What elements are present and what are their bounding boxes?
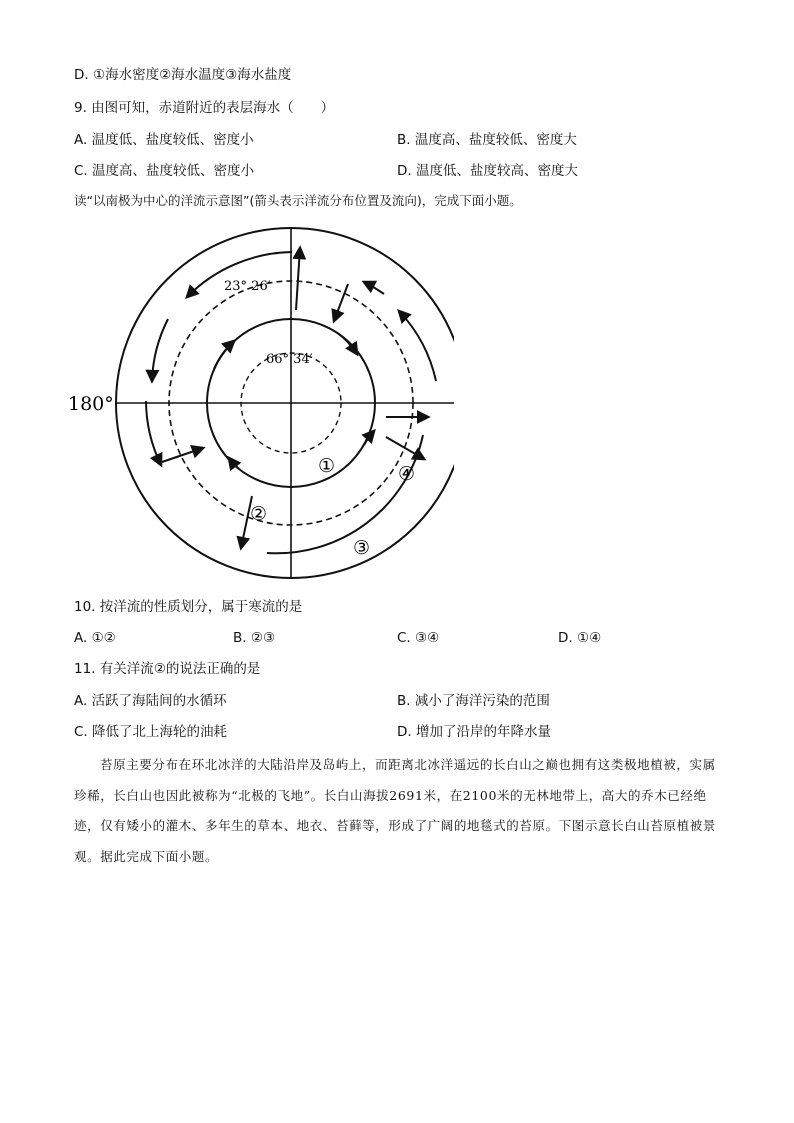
arc-left-lower bbox=[146, 401, 161, 465]
current-4-arrow bbox=[386, 437, 424, 459]
q10-option-b: B. ②③ bbox=[233, 630, 276, 646]
arc-right-upper bbox=[399, 311, 436, 381]
tundra-passage: 苔原主要分布在环北冰洋的大陆沿岸及岛屿上，而距离北冰洋遥远的长白山之巅也拥有这类极地植被，实属珍稀，长白山也因此被称为“北极的飞地”。长白山海拔2691米，在2100米的无林地带上，高大的乔木已经绝迹，仅有矮小的灌木、多年生的草本、地衣、苔藓等，形成了广阔的地毯式的苔原。下图示意长白山苔原植被景观。据此完成下面小题。 bbox=[74, 757, 716, 864]
q11-option-a: A. 活跃了海陆间的水循环 bbox=[74, 693, 227, 709]
q11-option-c: C. 降低了北上海轮的油耗 bbox=[74, 724, 228, 740]
q11-stem: 11. 有关洋流②的说法正确的是 bbox=[74, 661, 261, 677]
q9-option-c: C. 温度高、盐度较低、密度小 bbox=[74, 163, 255, 179]
q11-option-d: D. 增加了沿岸的年降水量 bbox=[397, 724, 551, 740]
q10-option-d: D. ①④ bbox=[558, 630, 602, 646]
arrow-north bbox=[296, 248, 300, 310]
q9-option-a: A. 温度低、盐度较低、密度小 bbox=[74, 132, 254, 148]
q11-option-b: B. 减小了海洋污染的范围 bbox=[397, 693, 550, 709]
ocean-current-diagram bbox=[64, 226, 454, 586]
q9-option-b: B. 温度高、盐度较低、密度大 bbox=[397, 132, 577, 148]
arc-top-right bbox=[364, 282, 384, 294]
label-current-3: ③ bbox=[353, 537, 371, 559]
q10-stem: 10. 按洋流的性质划分，属于寒流的是 bbox=[74, 599, 303, 615]
ring-arrow-lower-left bbox=[229, 458, 239, 469]
label-tropic: 23° 26′ bbox=[224, 279, 271, 294]
q8-option-d: D. ①海水密度②海水温度③海水盐度 bbox=[74, 67, 292, 83]
q9-option-d: D. 温度低、盐度较高、密度大 bbox=[397, 163, 578, 179]
ring-arrow-left bbox=[214, 341, 234, 369]
q9-stem: 9. 由图可知，赤道附近的表层海水（ ） bbox=[74, 100, 335, 116]
label-180: 180° bbox=[68, 393, 114, 415]
label-current-4: ④ bbox=[398, 463, 416, 485]
q10-option-a: A. ①② bbox=[74, 630, 116, 646]
ring-arrow-right bbox=[339, 334, 357, 354]
label-polar: 66° 34′ bbox=[266, 352, 313, 367]
diagram-intro: 读“以南极为中心的洋流示意图”(箭头表示洋流分布位置及流向)，完成下面小题。 bbox=[74, 193, 522, 208]
arc-left-upper bbox=[152, 319, 168, 381]
label-current-2: ② bbox=[250, 503, 268, 525]
q10-option-c: C. ③④ bbox=[397, 630, 440, 646]
label-current-1: ① bbox=[318, 455, 336, 477]
